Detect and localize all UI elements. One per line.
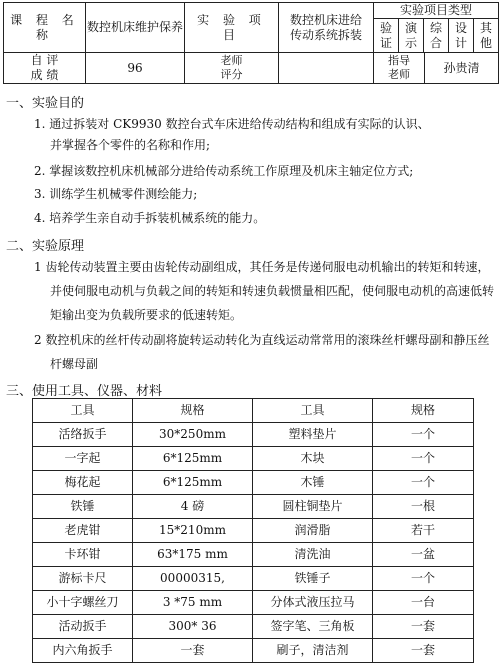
guide-teacher-label: 指导 老师 [388,54,410,81]
type-comprehensive[interactable]: 综 合 [424,19,449,53]
purpose-item-4: 4. 培养学生亲自动手拆装机械系统的能力。 [34,211,266,225]
table-row: 一字起 6*125mm 木块 一个 [33,447,474,471]
course-name-value: 数控机床维护保养 [86,3,185,53]
purpose-item-2: 2. 掌握该数控机床机械部分进给传动系统工作原理及机床主轴定位方式; [34,164,414,178]
principle-item-2-cont: 杆螺母副 [50,357,99,371]
course-name-label: 课 程 名 称 [4,3,86,53]
type-demo[interactable]: 演 示 [399,19,424,53]
header-table [3,2,499,84]
project-type-title: 实验项目类型 [374,3,499,19]
tools-header-tool: 工具 [33,399,133,423]
self-score-value: 96 [86,53,185,84]
purpose-item-1: 1. 通过拆装对 CK9930 数控台式车床进给传动结构和组成有实际的认识、 [34,117,430,131]
tools-header-spec-2: 规格 [373,399,474,423]
principle-item-2: 2 数控机床的丝杆传动副将旋转运动转化为直线运动常常用的滚珠丝杆螺母副和静压丝 [34,333,490,347]
tools-table [32,398,474,663]
tools-header-spec: 规格 [133,399,253,423]
purpose-item-1-cont: 并掌握各个零件的名称和作用; [50,138,211,152]
principle-item-1: 1 齿轮传动装置主要由齿轮传动副组成，其任务是传递伺服电动机输出的转矩和转速， [34,260,490,274]
teacher-score-label: 老师 评分 [185,53,279,84]
guide-teacher-value: 孙贵清 [443,60,480,75]
project-label: 实 验 项 目 [185,3,279,53]
section-tools-title: 三、使用工具、仪器、材料 [6,384,163,399]
section-purpose-title: 一、实验目的 [6,96,85,111]
table-row: 活络扳手 30*250mm 塑料垫片 一个 [33,423,474,447]
table-row: 梅花起 6*125mm 木锤 一个 [33,471,474,495]
project-value: 数控机床进给 传动系统拆装 [279,3,374,53]
table-row: 游标卡尺 00000315, 铁锤子 一个 [33,567,474,591]
tools-header-row [33,399,474,423]
purpose-item-3: 3. 训练学生机械零件测绘能力; [34,187,198,201]
type-verify[interactable]: 验 证 [374,19,399,53]
tools-header-tool-2: 工具 [253,399,373,423]
principle-item-1-cont-b: 矩输出变为负载所要求的低速转矩。 [50,308,243,322]
teacher-score-value [279,53,374,84]
table-row: 卡环钳 63*175 mm 清洗油 一盆 [33,543,474,567]
table-row: 铁锤 4 磅 圆柱铜垫片 一根 [33,495,474,519]
table-row: 活动扳手 300* 36 签字笔、三角板 一套 [33,615,474,639]
principle-item-1-cont-a: 并使伺服电动机与负载之间的转矩和转速负载惯量相匹配，使伺服电动机的高速低转 [50,284,495,298]
type-design[interactable]: 设 计 [449,19,474,53]
section-principle-title: 二、实验原理 [6,239,85,254]
guide-teacher-cell [374,53,499,84]
table-row: 小十字螺丝刀 3 *75 mm 分体式液压拉马 一台 [33,591,474,615]
table-row: 内六角扳手 一套 刷子，清洁剂 一套 [33,639,474,663]
type-other[interactable]: 其 他 [474,19,499,53]
table-row: 老虎钳 15*210mm 润滑脂 若干 [33,519,474,543]
self-score-label: 自 评 成 绩 [4,53,86,84]
